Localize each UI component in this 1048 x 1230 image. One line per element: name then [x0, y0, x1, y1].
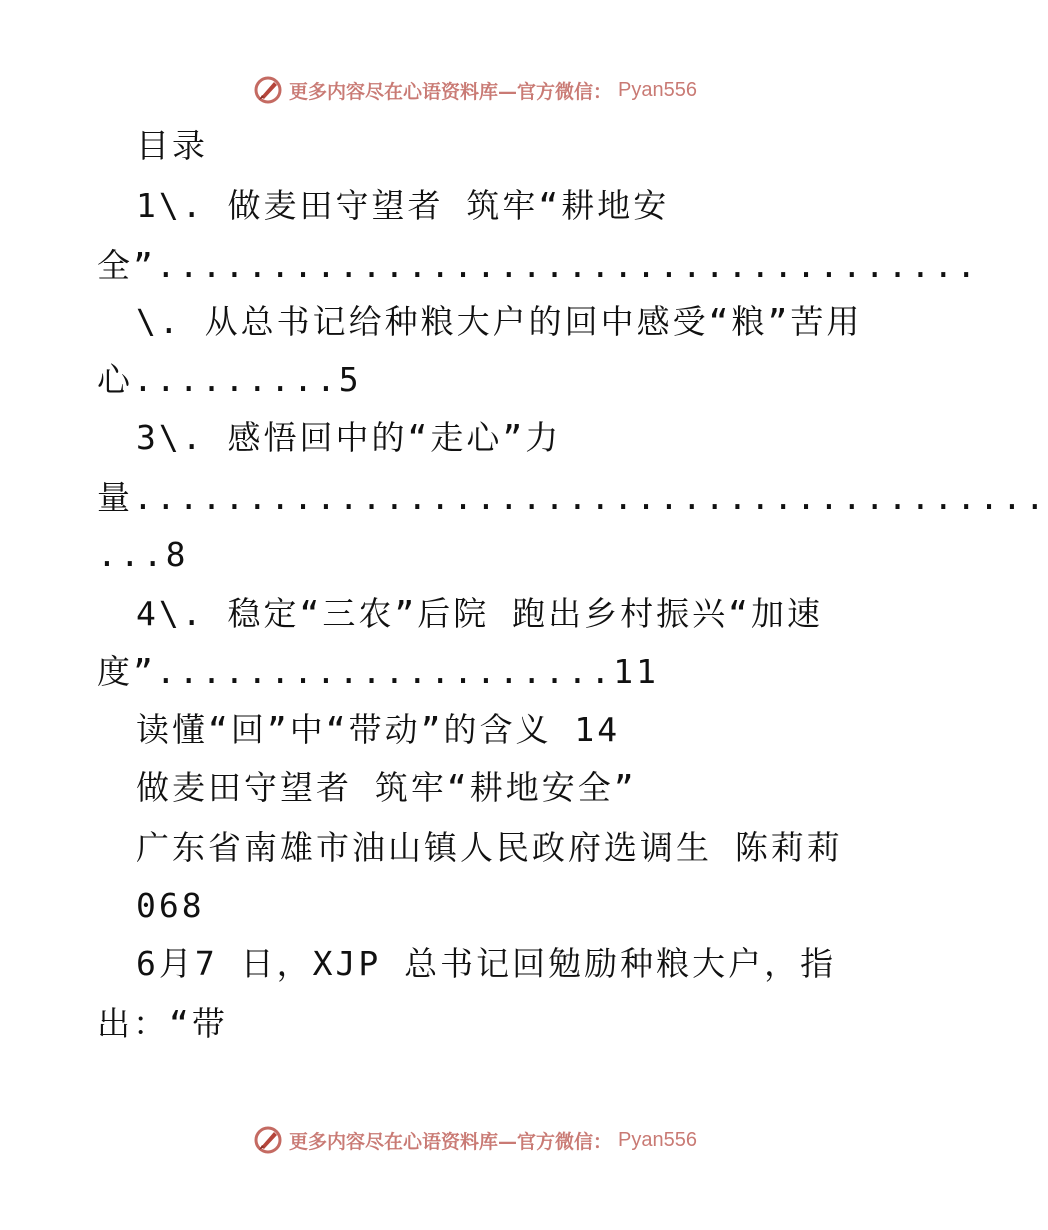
toc-entry-1: 1\. 做麦田守望者 筑牢“耕地安 — [136, 186, 670, 225]
watermark-wechat-id: Pyan556 — [618, 78, 697, 101]
toc-entry-2: \. 从总书记给种粮大户的回中感受“粮”苦用 — [136, 302, 863, 341]
watermark-text: 更多内容尽在心语资料库—官方微信： — [289, 1130, 613, 1153]
toc-entry-4-cont: 度”....................11 — [97, 652, 659, 691]
toc-entry-2-cont: 心.........5 — [97, 360, 362, 399]
watermark-wechat-id: Pyan556 — [618, 1128, 697, 1151]
article-author-code: 068 — [136, 886, 205, 925]
toc-entry-4: 4\. 稳定“三农”后院 跑出乡村振兴“加速 — [136, 594, 823, 633]
toc-entry-5: 读懂“回”中“带动”的含义 14 — [136, 710, 621, 749]
article-author: 广东省南雄市油山镇人民政府选调生 陈莉莉 — [136, 828, 843, 867]
article-paragraph-1: 6月7 日，XJP 总书记回勉励种粮大户，指 — [136, 944, 837, 983]
toc-heading: 目录 — [136, 126, 208, 165]
quill-logo-icon — [253, 1125, 283, 1155]
toc-entry-3: 3\. 感悟回中的“走心”力 — [136, 418, 562, 457]
footer-watermark — [0, 1120, 950, 1160]
toc-entry-3-cont: 量........................................ — [97, 478, 1048, 517]
toc-entry-3-page: ...8 — [97, 535, 189, 574]
article-paragraph-1-cont: 出：“带 — [97, 1004, 228, 1043]
toc-entry-1-cont: 全”.................................... — [97, 246, 980, 285]
watermark-text: 更多内容尽在心语资料库—官方微信： — [289, 80, 613, 103]
article-title: 做麦田守望者 筑牢“耕地安全” — [136, 768, 637, 807]
